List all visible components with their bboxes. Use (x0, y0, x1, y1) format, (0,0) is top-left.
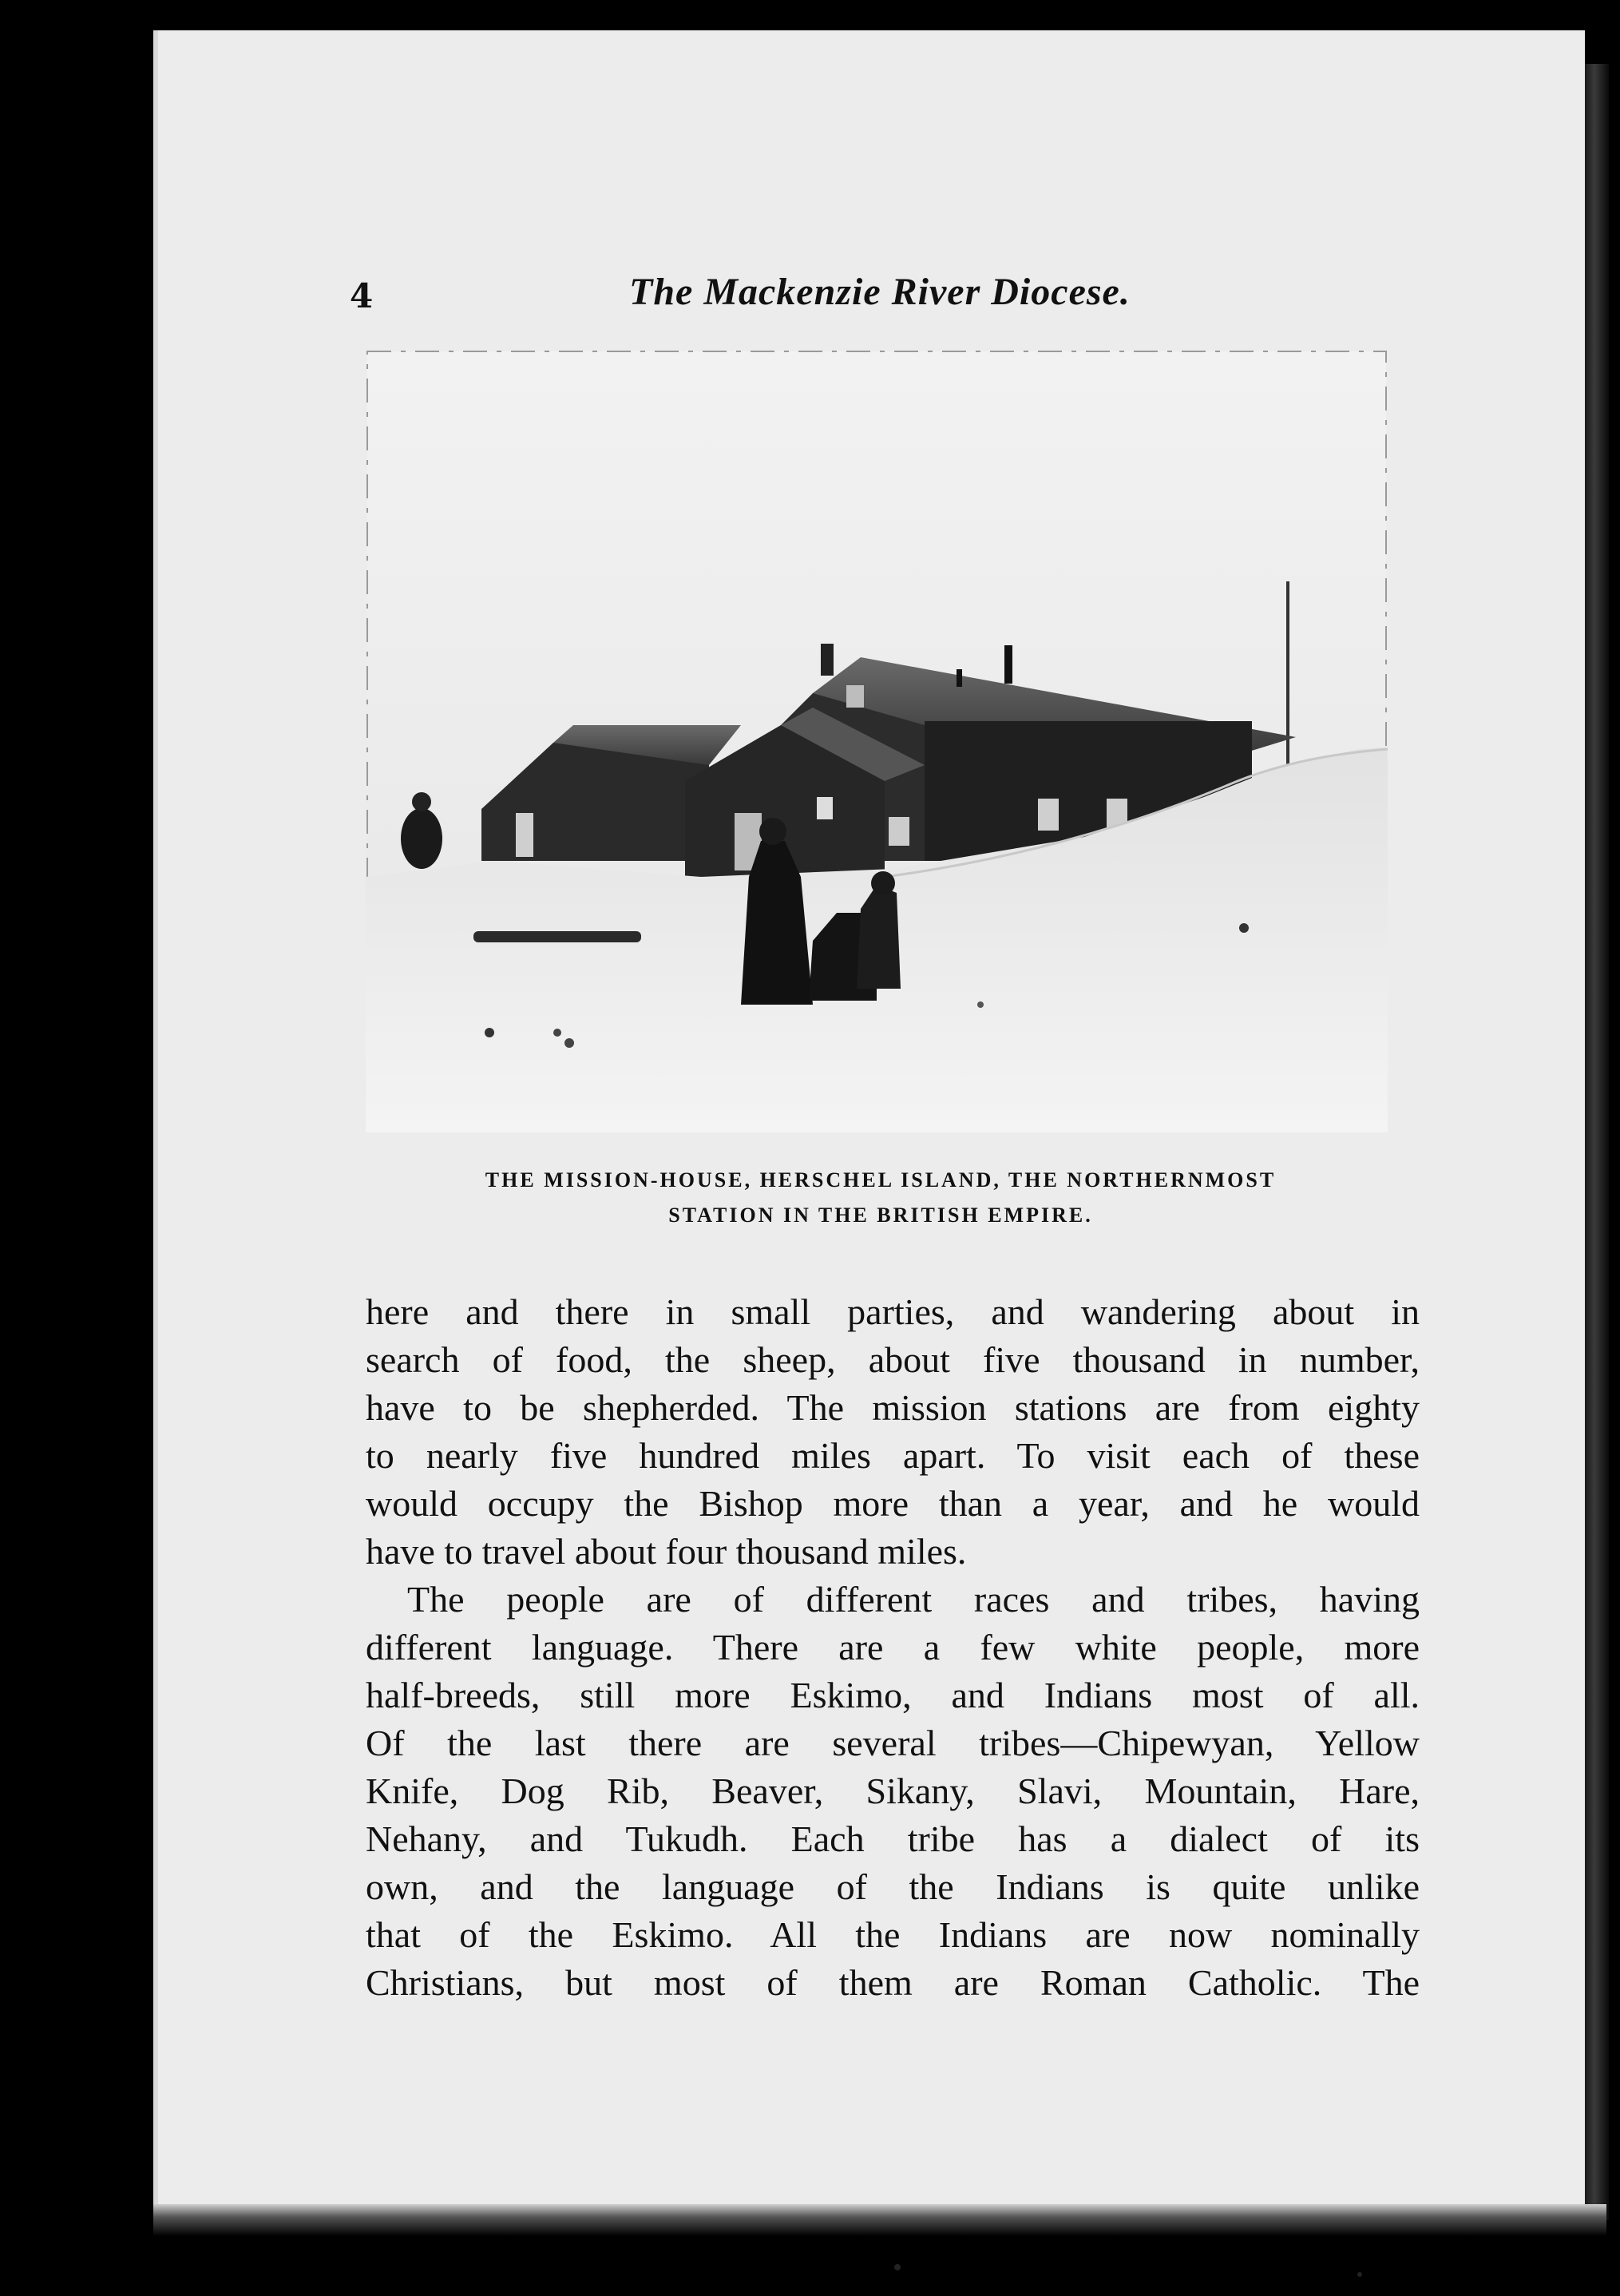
text-line: search of food, the sheep, about five thousand in number, (366, 1339, 1420, 1380)
text-line: Of the last there are several tribes—Chipewyan, Yellow (366, 1723, 1420, 1763)
text-line: Knife, Dog Rib, Beaver, Sikany, Slavi, Mountain, Hare, (366, 1771, 1420, 1811)
text-line: different language. There are a few white people, more (366, 1627, 1420, 1667)
text-line: here and there in small parties, and wandering about in (366, 1291, 1420, 1332)
caption-line-2: STATION IN THE BRITISH EMPIRE. (668, 1204, 1093, 1227)
text-line: to nearly five hundred miles apart. To visit each of these (366, 1435, 1420, 1476)
book-page (153, 30, 1585, 2217)
mission-house-photograph (366, 350, 1388, 1132)
text-line: have to travel about four thousand miles. (366, 1531, 967, 1572)
text-line: The people are of different races and tribes, having (407, 1579, 1420, 1620)
page-edge-shadow-bottom (153, 2204, 1606, 2236)
text-line: own, and the language of the Indians is quite unlike (366, 1866, 1420, 1907)
text-line: have to be shepherded. The mission stations are from eighty (366, 1387, 1420, 1428)
page-number: 4 (350, 276, 374, 315)
scan-speck (894, 2264, 901, 2270)
text-line: that of the Eskimo. All the Indians are now nominally (366, 1914, 1420, 1955)
scan-speck (1357, 2272, 1362, 2277)
text-line: half-breeds, still more Eskimo, and Indians most of all. (366, 1675, 1420, 1715)
text-line: Nehany, and Tukudh. Each tribe has a dialect of its (366, 1818, 1420, 1859)
running-header (158, 270, 1585, 318)
running-title: The Mackenzie River Diocese. (629, 271, 1131, 313)
photo-caption (382, 1163, 1380, 1233)
photograph-image (366, 350, 1388, 1132)
caption-line-1: THE MISSION-HOUSE, HERSCHEL ISLAND, THE NORTHERNMOST (485, 1168, 1277, 1192)
text-line: would occupy the Bishop more than a year, and he would (366, 1483, 1420, 1524)
text-line: Christians, but most of them are Roman Catholic. The (366, 1962, 1420, 2003)
body-text (366, 1288, 1420, 2007)
page-edge-shadow-right (1585, 64, 1609, 2220)
